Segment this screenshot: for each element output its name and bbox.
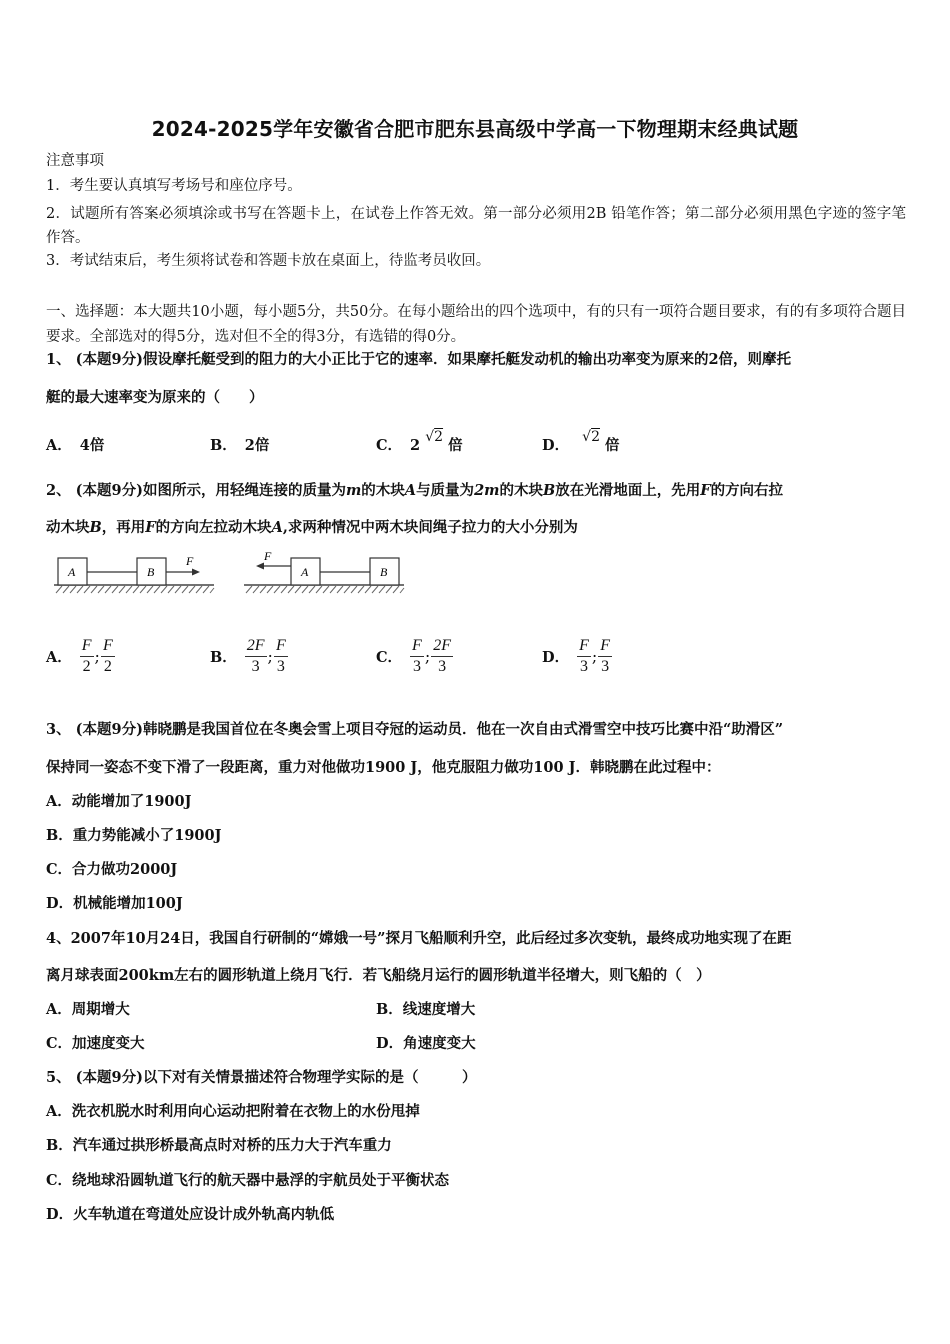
separator: ; [94,647,100,666]
fraction [80,636,94,677]
force-symbol: F [145,519,156,536]
fraction [101,636,115,677]
fraction [598,636,612,677]
q3-option-a: A．动能增加了1900J [46,793,192,810]
text-run: 放在光滑地面上，先用 [555,482,701,499]
block-b-label: B [380,565,388,579]
numerator: F [80,636,94,657]
numerator: F [410,636,424,657]
option-label: A． [46,649,72,666]
option-label: C． [376,437,403,454]
text-run: 的木块 [499,482,543,499]
separator: ; [424,647,431,666]
q5-stem: 5、 (本题9分)以下对有关情景描述符合物理学实际的是（ ） [46,1069,477,1086]
force-label: F [264,549,272,563]
numerator: 2F [245,636,267,657]
option-unit: 倍 [605,437,620,454]
q1-stem-line1: 1、 (本题9分)假设摩托艇受到的阻力的大小正比于它的速率．如果摩托艇发动机的输出功率变为原来的2倍，则摩托 [46,351,792,368]
q2-figure-1 [52,552,217,597]
option-label: A． [46,437,72,454]
q4-option-b: B．线速度增大 [376,1001,476,1018]
option-label: C． [376,649,403,666]
option-coef: 2 [410,437,421,454]
option-text: 4倍 [79,437,105,454]
block-symbol: B [543,482,556,499]
q3-option-b: B．重力势能减小了1900J [46,827,222,844]
denominator: 3 [276,658,285,675]
q2-stem-line1 [46,481,783,501]
text-run: 的方向左拉动木块 [155,519,272,536]
denominator: 3 [438,658,447,675]
arrow-head-icon [192,569,200,576]
denominator: 3 [579,658,588,675]
block-a-label: A [68,565,76,579]
notice-heading: 注意事项 [46,153,104,169]
numerator: F [598,636,612,657]
numerator: F [274,636,288,657]
fraction [245,636,267,677]
denominator: 3 [601,658,610,675]
text-run: 动木块 [46,519,90,536]
notice-item-3: 3．考试结束后，考生须将试卷和答题卡放在桌面上，待监考员收回。 [46,253,491,269]
fraction [431,636,453,677]
option-unit: 倍 [448,437,463,454]
text-run: ,求两种情况中两木块间绳子拉力的大小分别为 [282,519,578,536]
force-symbol: F [700,482,711,499]
separator: ; [267,647,273,666]
text-run: 与质量为 [416,482,475,499]
q2-option-c [376,636,453,677]
fraction [577,636,591,677]
q3-option-c: C．合力做功2000J [46,861,178,878]
q2-figure-2 [242,548,407,597]
denominator: 2 [82,658,91,675]
q3-stem-line2: 保持同一姿态不变下滑了一段距离，重力对他做功1900 J，他克服阻力做功100 J．韩晓鹏在此过程中： [46,759,721,776]
text-run: 2、 (本题9分)如图所示，用轻绳连接的质量为 [46,482,346,499]
fraction [274,636,288,677]
q2-option-d [542,636,612,677]
text-run: ，再用 [101,519,146,536]
notice-item-2: 2．试题所有答案必须填涂或书写在答题卡上，在试卷上作答无效。第一部分必须用2B 铅笔作答；第二部分必须用黑色字迹的签字笔作答。 [46,206,906,246]
sqrt-symbol: √2 [582,429,600,445]
q1-option-c [376,429,463,455]
fraction [410,636,424,677]
q5-option-c: C．绕地球沿圆轨道飞行的航天器中悬浮的宇航员处于平衡状态 [46,1172,450,1189]
q4-stem-line1: 4、2007年10月24日，我国自行研制的“嫦娥一号”探月飞船顺利升空，此后经过多次变轨，最终成功地实现了在距 [46,930,792,947]
radicand: 2 [591,429,600,445]
q2-option-a [46,636,115,677]
q2-stem-line2 [46,518,578,538]
ground-hatch [56,586,214,593]
denominator: 2 [103,658,112,675]
q4-option-a: A．周期增大 [46,1001,130,1018]
option-label: B． [210,649,237,666]
block-symbol: A [404,482,417,499]
q4-option-c: C．加速度变大 [46,1035,145,1052]
q4-stem-line2: 离月球表面200km左右的圆形轨道上绕月飞行．若飞船绕月运行的圆形轨道半径增大，则飞船的（ ） [46,967,711,984]
text-run: 的方向右拉 [710,482,784,499]
option-label: D． [542,649,570,666]
denominator: 3 [251,658,260,675]
notice-item-1: 1．考生要认真填写考场号和座位序号。 [46,178,302,194]
text-run: 的木块 [361,482,405,499]
option-label: D． [542,437,570,454]
q1-stem-line2: 艇的最大速率变为原来的（ ） [46,389,264,406]
section-heading: 一、选择题：本大题共10小题，每小题5分，共50分。在每小题给出的四个选项中，有的只有一项符合题目要求，有的有多项符合题目要求。全部选对的得5分，选对但不全的得3分，有选错的得0分。 [46,304,906,345]
ground-hatch [246,586,404,593]
numerator: 2F [431,636,453,657]
q1-option-d [542,429,620,455]
q3-stem-line1: 3、 (本题9分)韩晓鹏是我国首位在冬奥会雪上项目夺冠的运动员．他在一次自由式滑雪空中技巧比赛中沿“助滑区” [46,721,784,738]
q3-option-d: D．机械能增加100J [46,895,183,912]
denominator: 3 [412,658,421,675]
block-symbol: B [89,519,102,536]
block-b-label: B [147,565,155,579]
q4-option-d: D．角速度变大 [376,1035,476,1052]
q1-option-a [46,434,104,455]
option-label: B． [210,437,237,454]
separator: ; [591,647,598,666]
mass-symbol: 2m [474,482,500,499]
radicand: 2 [434,429,444,445]
q1-option-b [210,434,269,455]
page-title: 2024-2025学年安徽省合肥市肥东县高级中学高一下物理期末经典试题 [151,117,799,141]
q5-option-b: B．汽车通过拱形桥最高点时对桥的压力大于汽车重力 [46,1137,392,1154]
block-a-label: A [301,565,309,579]
mass-symbol: m [345,482,362,499]
numerator: F [101,636,115,657]
force-label: F [186,554,194,568]
q5-option-a: A．洗衣机脱水时利用向心运动把附着在衣物上的水份甩掉 [46,1103,420,1120]
sqrt-symbol: √2 [425,429,444,445]
option-text: 2倍 [244,437,270,454]
q5-option-d: D．火车轨道在弯道处应设计成外轨高内轨低 [46,1206,335,1223]
q2-option-b [210,636,288,677]
numerator: F [577,636,591,657]
block-symbol: A [271,519,283,536]
